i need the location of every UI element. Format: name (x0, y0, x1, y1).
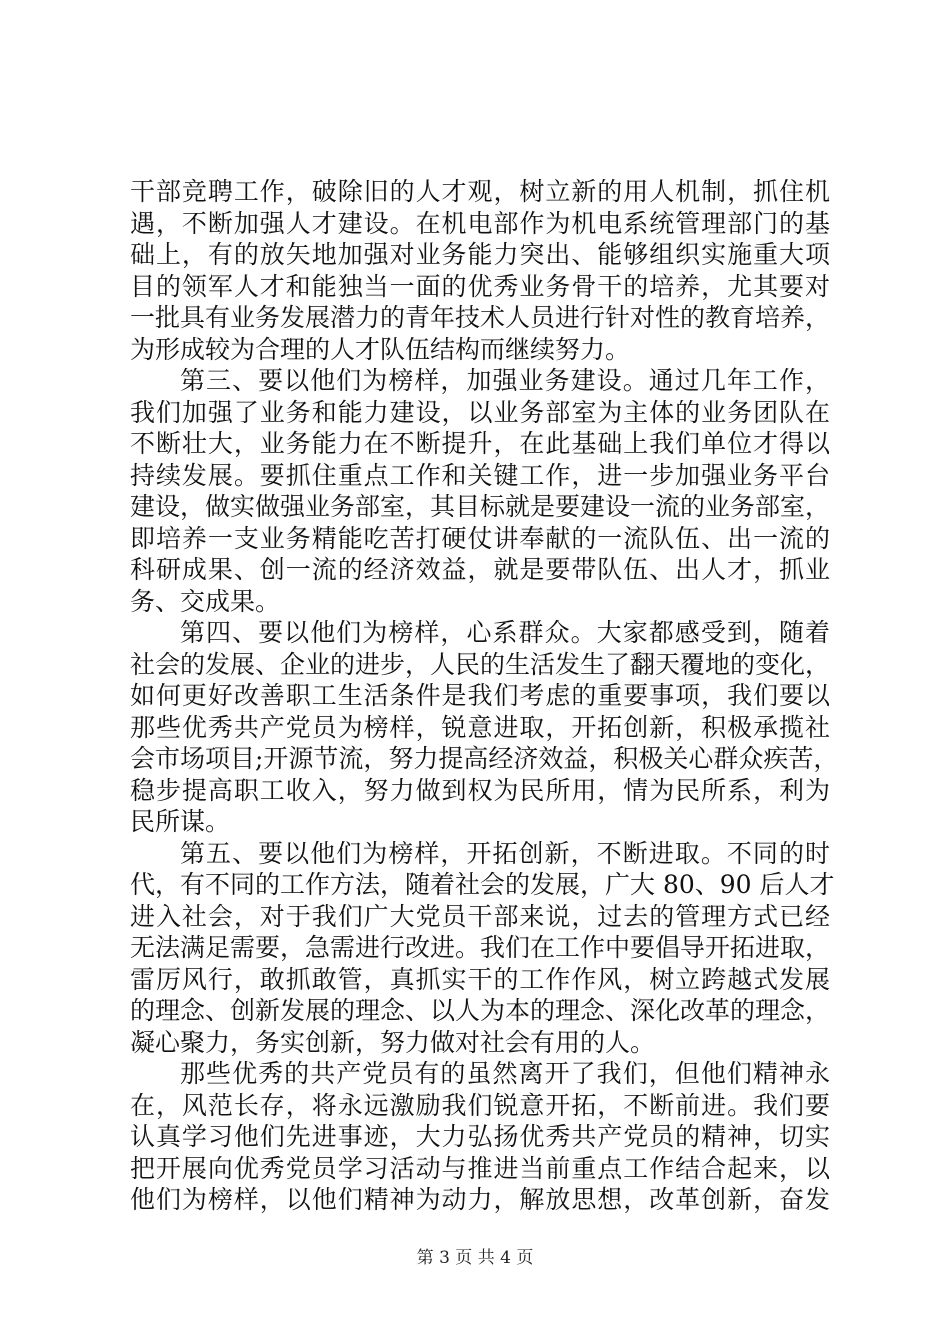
text-line: 会市场项目;开源节流，努力提高经济效益，积极关心群众疾苦， (130, 744, 839, 773)
text-line: 那些优秀共产党员为榜样，锐意进取，开拓创新，积极承揽社 (130, 712, 830, 742)
text-line: 不断壮大，业务能力在不断提升，在此基础上我们单位才得以 (130, 429, 830, 458)
paragraph (130, 1058, 830, 1216)
text-line: 干部竞聘工作，破除旧的人才观，树立新的用人机制，抓住机 (130, 177, 830, 206)
text-line: 的理念、创新发展的理念、以人为本的理念、深化改革的理念， (130, 996, 831, 1025)
paragraph (130, 617, 839, 838)
text-line: 第四、要以他们为榜样，心系群众。大家都感受到，随着 (180, 618, 830, 647)
text-line: 民所谋。 (130, 807, 231, 836)
text-line: 我们加强了业务和能力建设，以业务部室为主体的业务团队在 (130, 397, 830, 427)
text-line: 务、交成果。 (130, 586, 281, 616)
text-line: 建设，做实做强业务部室，其目标就是要建设一流的业务部室， (130, 492, 831, 521)
text-line: 一批具有业务发展潜力的青年技术人员进行针对性的教育培养， (130, 303, 831, 332)
text-line: 那些优秀的共产党员有的虽然离开了我们，但他们精神永 (180, 1059, 830, 1088)
text-line: 即培养一支业务精能吃苦打硬仗讲奉献的一流队伍、出一流的 (130, 523, 830, 553)
text-line: 科研成果、创一流的经济效益，就是要带队伍、出人才，抓业 (130, 555, 830, 584)
text-line: 目的领军人才和能独当一面的优秀业务骨干的培养，尤其要对 (130, 271, 830, 301)
page-footer: 第 3 页 共 4 页 (416, 1248, 534, 1268)
text-line: 在，风范长存，将永远激励我们锐意开拓，不断前进。我们要 (130, 1090, 830, 1120)
document-body (130, 176, 839, 1216)
text-line: 进入社会，对于我们广大党员干部来说，过去的管理方式已经 (130, 901, 830, 931)
paragraph (130, 176, 830, 365)
text-line: 凝心聚力，务实创新，努力做对社会有用的人。 (130, 1027, 656, 1057)
text-line: 无法满足需要，急需进行改进。我们在工作中要倡导开拓进取， (130, 933, 831, 962)
text-line: 持续发展。要抓住重点工作和关键工作，进一步加强业务平台 (130, 460, 830, 490)
text-line: 雷厉风行，敢抓敢管，真抓实干的工作作风，树立跨越式发展 (130, 964, 830, 994)
paragraph (130, 365, 830, 617)
text-line: 他们为榜样，以他们精神为动力，解放思想，改革创新，奋发 (130, 1185, 830, 1214)
text-line: 把开展向优秀党员学习活动与推进当前重点工作结合起来，以 (130, 1153, 830, 1183)
text-line: 认真学习他们先进事迹，大力弘扬优秀共产党员的精神，切实 (130, 1122, 830, 1151)
text-line: 稳步提高职工收入，努力做到权为民所用，情为民所系，利为 (130, 775, 830, 805)
paragraph (130, 838, 835, 1059)
text-line: 如何更好改善职工生活条件是我们考虑的重要事项，我们要以 (130, 681, 830, 710)
text-line: 第三、要以他们为榜样，加强业务建设。通过几年工作， (180, 366, 830, 395)
text-line: 为形成较为合理的人才队伍结构而继续努力。 (130, 334, 631, 364)
text-line: 社会的发展、企业的进步，人民的生活发生了翻天覆地的变化， (130, 649, 831, 679)
text-line: 第五、要以他们为榜样，开拓创新，不断进取。不同的时 (180, 838, 830, 868)
text-line: 础上，有的放矢地加强对业务能力突出、能够组织实施重大项 (130, 240, 830, 269)
text-line: 遇，不断加强人才建设。在机电部作为机电系统管理部门的基 (130, 208, 830, 238)
text-line: 代，有不同的工作方法，随着社会的发展，广大 80、90 后人才 (130, 870, 835, 899)
